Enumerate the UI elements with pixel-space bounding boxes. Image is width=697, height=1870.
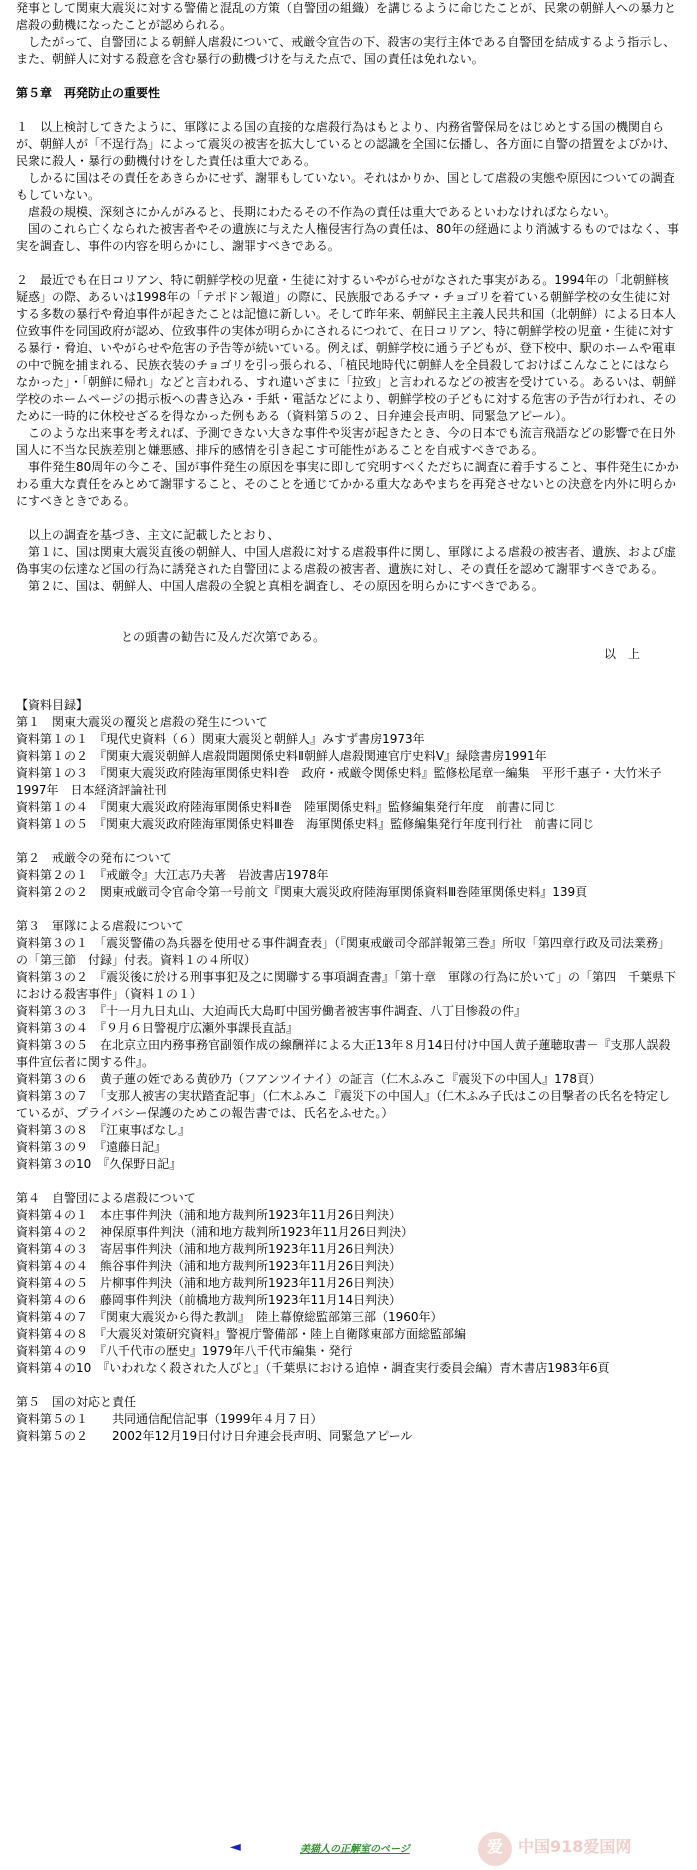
watermark	[478, 1832, 688, 1866]
reference-item: 資料第３の９ 『遠藤日記』	[16, 1140, 167, 1154]
reference-item: 資料第３の２ 『震災後に於ける刑事事犯及之に関聯する事項調査書』「第十章 軍隊の行為に於いて」の「第四 千葉県下における殺害事件」（資料１の１）	[16, 970, 677, 1001]
reference-group-heading: 第３ 軍隊による虐殺について	[16, 919, 184, 933]
closing-text: との頭書の勧告に及んだ次第である。	[121, 630, 326, 644]
watermark-text: 中国918爱国网	[518, 1837, 632, 1856]
conclusion-item: 第２に、国は、朝鮮人、中国人虐殺の全貌と真相を調査し、その原因を明らかにすべきである。	[28, 579, 544, 593]
paragraph: １ 以上検討してきたように、軍隊による国の直接的な虐殺行為はもとより、内務省警保局をはじめとする国の機関自らが、朝鮮人が「不逞行為」によって震災の被害を拡大しているとの認識を全国に伝播し、各方面に自警の措置をよびかけ、民衆に殺人・暴行の動機付けをした責任は重大である。	[16, 120, 676, 168]
paragraph: ２ 最近でも在日コリアン、特に朝鮮学校の児童・生徒に対するいやがらせがなされた事実がある。1994年の「北朝鮮核疑惑」の際、あるいは1998年の「テポドン報道」の際に、民族服であるチマ・チョゴリを着ている朝鮮学校の女生徒に対する多数の暴行や脅迫事件が起きたことは記憶に新しい。そして昨年来、朝鮮民主主義人民共和国（北朝鮮）による日本人位致事件を同国政府が認め、位致事件の実体が明らかにされるにつれて、在日コリアン、特に朝鮮学校の児童・生徒に対する暴行・脅迫、いやがらせや危害の予告等が続いている。例えば、朝鮮学校に通う子どもが、登下校中、駅のホームや電車の中で腕を捕まれる、民族衣装のチョゴリを引っ張られる、「植民地時代に朝鮮人を全員殺しておけばこんなことにはならなかった」・「朝鮮に帰れ」などと言われる、すれ違いざまに「拉致」と言われるなどの被害を受けている。あるいは、朝鮮学校のホームページの掲示板への書き込み・手紙・電話などにより、朝鮮学校の子どもに対する危害の予告が行われ、そのために一時的に休校せざるを得なかった例もある（資料第５の２、日弁連会長声明、同緊急アピール）。	[16, 273, 677, 423]
reference-item: 資料第３の７ 「支那人被害の実状踏査記事」（仁木ふみこ『震災下の中国人』（仁木ふみ子氏はこの目撃者の氏名を特定しているが、プライバシー保護のためこの報告書では、氏名をふせた。）	[16, 1089, 671, 1120]
reference-item: 資料第３の３ 『十一月九日丸山、大迫両氏大島町中国労働者被害事件調査、八丁目惨殺の件』	[16, 1004, 527, 1018]
reference-group-heading: 第４ 自警団による虐殺について	[16, 1191, 196, 1205]
reference-group-heading: 第５ 国の対応と責任	[16, 1395, 137, 1409]
end-mark: 以 上	[603, 647, 640, 661]
chapter-heading: 第５章 再発防止の重要性	[16, 86, 161, 100]
reference-item: 資料第５の２ 2002年12月19日付け日弁連会長声明、同緊急アピール	[16, 1429, 413, 1443]
reference-item: 資料第１の４ 『関東大震災政府陸海軍関係史料Ⅱ巻 陸軍関係史料』監修編集発行年度 前書に同じ	[16, 800, 556, 814]
reference-item: 資料第４の５ 片柳事件判決（浦和地方裁判所1923年11月26日判決）	[16, 1276, 402, 1290]
conclusion-intro: 以上の調査を基づき、主文に記載したとおり、	[28, 528, 280, 542]
reference-item: 資料第３の10 『久保野日記』	[16, 1157, 182, 1171]
paragraph: したがって、自警団による朝鮮人虐殺について、戒厳令宣告の下、殺害の実行主体である自警団を結成するよう指示し、また、朝鮮人に対する殺意を含む暴行の動機づけを与えた点で、国の責任は免れない。	[16, 35, 676, 66]
reference-item: 資料第４の９ 『八千代市の歴史』1979年八千代市編集・発行	[16, 1344, 353, 1358]
paragraph: 虐殺の規模、深刻さにかんがみると、長期にわたるその不作為の責任は重大であるといわなければならない。	[28, 205, 617, 219]
references-title: 【資料目録】	[16, 698, 89, 712]
reference-item: 資料第１の５ 『関東大震災政府陸海軍関係史料Ⅲ巻 海軍関係史料』監修編集発行年度刊行社 前書に同じ	[16, 817, 595, 831]
reference-item: 資料第４の６ 藤岡事件判決（前橋地方裁判所1923年11月14日判決）	[16, 1293, 402, 1307]
reference-item: 資料第３の８ 『江東事ばなし』	[16, 1123, 191, 1137]
reference-item: 資料第１の３ 『関東大震災政府陸海軍関係史料Ⅰ巻 政府・戒厳令関係史料』監修松尾章一編集 平形千惠子・大竹米子1997年 日本経済評論社刊	[16, 766, 662, 797]
reference-item: 資料第２の２ 関東戒厳司令官命令第一号前文『関東大震災政府陸海軍関係資料Ⅲ巻陸軍関係史料』139頁	[16, 885, 588, 899]
reference-item: 資料第４の10 『いわれなく殺された人びと』（千葉県における追悼・調査実行委員会編）青木書店1983年6頁	[16, 1361, 610, 1375]
paragraph: しかるに国はその責任をあきらかにせず、謝罪もしていない。それはかりか、国として虐殺の実態や原因についての調査もしていない。	[16, 171, 675, 202]
paragraph: 事件発生80周年の今こそ、国が事件発生の原因を事実に即して究明すべくただちに調査に着手すること、事件発生にかかわる重大な責任をみとめて謝罪すること、そのことを通じてかかる重大なあやまちを再発させないとの決意を内外に明らかにすべきときである。	[16, 460, 679, 508]
reference-item: 資料第４の８ 『大震災対策研究資料』警視庁警備部・陸上自衛隊東部方面総監部編	[16, 1327, 467, 1341]
reference-item: 資料第４の１ 本庄事件判決（浦和地方裁判所1923年11月26日判決）	[16, 1208, 402, 1222]
document-body	[16, 0, 680, 1445]
watermark-badge-icon: 爱	[478, 1832, 512, 1866]
reference-group-heading: 第２ 戒厳令の発布について	[16, 851, 172, 865]
reference-item: 資料第４の４ 熊谷事件判決（浦和地方裁判所1923年11月26日判決）	[16, 1259, 402, 1273]
home-link[interactable]: 美猫人の正解室のページ	[300, 1844, 410, 1855]
footer-nav	[0, 1828, 697, 1870]
reference-item: 資料第３の６ 黄子蓮の姪である黄砂乃（フアンツイナイ）の証言（仁木ふみこ『震災下の中国人』178頁）	[16, 1072, 601, 1086]
conclusion-item: 第１に、国は関東大震災直後の朝鮮人、中国人虐殺に対する虐殺事件に関し、軍隊による虐殺の被害者、遺族、および虚偽事実の伝達など国の行為に誘発された自警団による虐殺の被害者、遺族に対し、その責任を認めて謝罪すべきである。	[16, 545, 677, 576]
reference-item: 資料第４の３ 寄居事件判決（浦和地方裁判所1923年11月26日判決）	[16, 1242, 402, 1256]
reference-item: 資料第３の４ 『９月６日警視庁広瀬外事課長直話』	[16, 1021, 299, 1035]
references-list	[16, 714, 680, 1445]
reference-item: 資料第５の１ 共同通信配信記事（1999年４月７日）	[16, 1412, 323, 1426]
paragraph: 国のこれら亡くなられた被害者やその遺族に与えた人権侵害行為の責任は、80年の経過により消滅するものではなく、事実を調査し、事件の内容を明らかにし、謝罪すべきである。	[16, 222, 680, 253]
back-arrow-icon[interactable]: ◄	[230, 1839, 241, 1855]
reference-item: 資料第１の１ 『現代史資料（６）関東大震災と朝鮮人』みすず書房1973年	[16, 732, 425, 746]
reference-item: 資料第４の７ 『関東大震災から得た教訓』 陸上幕僚総監部第三部（1960年）	[16, 1310, 443, 1324]
paragraph: 発事として関東大震災に対する警備と混乱の方策（自警団の組織）を講じるように命じたことが、民衆の朝鮮人への暴力と虐殺の動機になったことが認められる。	[16, 1, 677, 32]
reference-item: 資料第２の１ 『戒厳令』大江志乃夫著 岩波書店1978年	[16, 868, 329, 882]
reference-item: 資料第３の５ 在北京立田内務事務官副領作成の線酬祥による大正13年８月14日付け中国人黄子蓮聴取書－『支那人誤殺事件宣伝者に関する件』。	[16, 1038, 671, 1069]
reference-item: 資料第４の２ 神保原事件判決（浦和地方裁判所1923年11月26日判決）	[16, 1225, 414, 1239]
reference-group-heading: 第１ 関東大震災の覆災と虐殺の発生について	[16, 715, 268, 729]
paragraph: このような出来事を考えれば、予測できない大きな事件や災害が起きたとき、今の日本でも流言飛語などの影響で在日外国人に不当な民族差別と嫌悪感、排斥的感情を引き起こす可能性があることを自戒すべきである。	[16, 426, 676, 457]
reference-item: 資料第１の２ 『関東大震災朝鮮人虐殺問題関係史料Ⅱ朝鮮人虐殺関連官庁史料Ⅴ』緑陰書房1991年	[16, 749, 547, 763]
reference-item: 資料第３の１ 「震災警備の為兵器を使用せる事件調査表」（『関東戒厳司令部詳報第三巻』所収「第四章行政及司法業務」の「第三節 付録」付表。資料１の４所収）	[16, 936, 671, 967]
